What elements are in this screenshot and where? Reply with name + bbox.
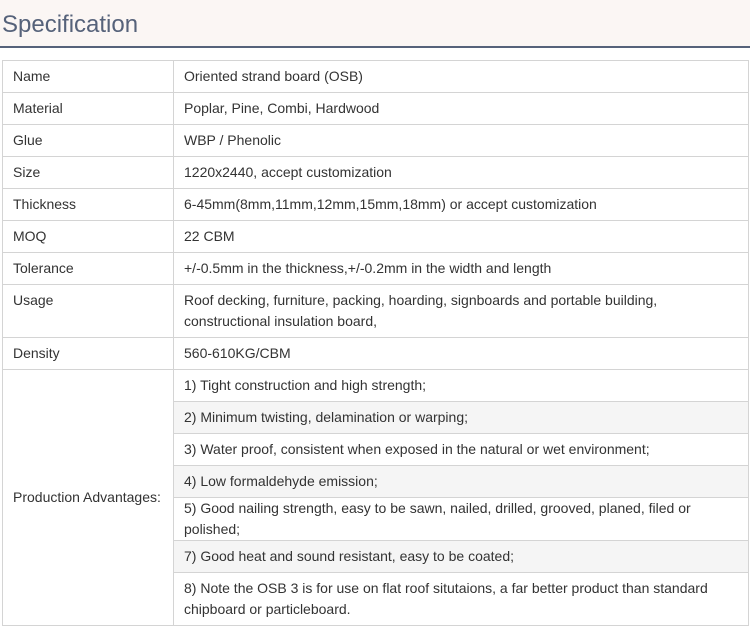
advantage-item: 8) Note the OSB 3 is for use on flat roof situtaions, a far better product than standard chipboard or particleboard. — [174, 573, 749, 626]
page-title: Specification — [2, 11, 139, 38]
page-header — [0, 0, 750, 48]
row-value: 560-610KG/CBM — [174, 338, 749, 370]
row-label: Density — [3, 338, 174, 370]
advantage-item: 3) Water proof, consistent when exposed in the natural or wet environment; — [174, 434, 749, 466]
specification-table — [2, 60, 749, 626]
table-row — [3, 189, 749, 221]
row-value: 1220x2440, accept customization — [174, 157, 749, 189]
advantage-item: 1) Tight construction and high strength; — [174, 370, 749, 402]
table-row — [3, 61, 749, 93]
advantage-item: 7) Good heat and sound resistant, easy to be coated; — [174, 541, 749, 573]
advantage-item: 5) Good nailing strength, easy to be sawn, nailed, drilled, grooved, planed, filed or polished; — [174, 498, 749, 541]
row-label: Material — [3, 93, 174, 125]
row-value: +/-0.5mm in the thickness,+/-0.2mm in the width and length — [174, 253, 749, 285]
table-row — [3, 370, 749, 402]
row-label: Glue — [3, 125, 174, 157]
table-row — [3, 157, 749, 189]
row-label: Thickness — [3, 189, 174, 221]
row-label: Usage — [3, 285, 174, 338]
row-value: WBP / Phenolic — [174, 125, 749, 157]
row-label: MOQ — [3, 221, 174, 253]
table-row — [3, 285, 749, 338]
row-value: 6-45mm(8mm,11mm,12mm,15mm,18mm) or accept customization — [174, 189, 749, 221]
advantage-item: 4) Low formaldehyde emission; — [174, 466, 749, 498]
row-value: Roof decking, furniture, packing, hoarding, signboards and portable building, constructional insulation board, — [174, 285, 749, 338]
table-row — [3, 338, 749, 370]
row-label: Tolerance — [3, 253, 174, 285]
table-row — [3, 93, 749, 125]
advantages-label: Production Advantages: — [3, 370, 174, 626]
row-value: 22 CBM — [174, 221, 749, 253]
row-value: Poplar, Pine, Combi, Hardwood — [174, 93, 749, 125]
advantage-item: 2) Minimum twisting, delamination or warping; — [174, 402, 749, 434]
table-row — [3, 221, 749, 253]
row-label: Size — [3, 157, 174, 189]
table-row — [3, 253, 749, 285]
row-value: Oriented strand board (OSB) — [174, 61, 749, 93]
table-row — [3, 125, 749, 157]
row-label: Name — [3, 61, 174, 93]
